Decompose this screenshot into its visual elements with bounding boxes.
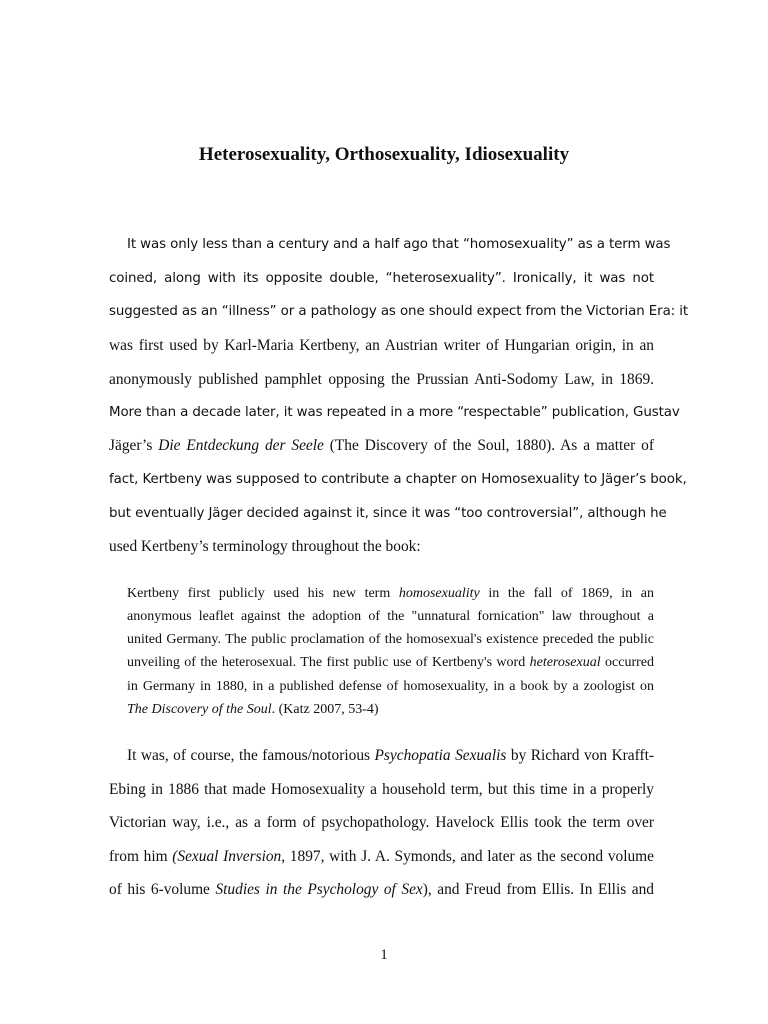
page-number: 1 xyxy=(380,947,388,963)
text-run: from him xyxy=(109,848,173,865)
quote-line: united Germany. The public proclamation of the homosexual's existence preceded the public xyxy=(127,632,654,647)
text-run: occurred xyxy=(600,655,654,670)
text-run: of his 6-volume xyxy=(109,881,216,898)
document-title: Heterosexuality, Orthosexuality, Idiosexuality xyxy=(198,144,570,165)
term-heterosexual: heterosexual xyxy=(529,655,601,670)
text-line: but eventually Jäger decided against it, since it was “too controversial”, although he xyxy=(109,506,667,521)
text-run: by Richard von Krafft- xyxy=(506,747,655,764)
text-line: was first used by Karl-Maria Kertbeny, an Austrian writer of Hungarian origin, in an xyxy=(109,337,654,354)
text-line: fact, Kertbeny was supposed to contribute a chapter on Homosexuality to Jäger’s book, xyxy=(109,472,687,487)
quote-line: anonymous leaflet against the adoption of the "unnatural fornication" law throughout a xyxy=(127,609,654,624)
quote-line xyxy=(127,585,654,603)
text-run: (The Discovery of the Soul, 1880). As a matter of xyxy=(323,437,654,454)
text-line: More than a decade later, it was repeated in a more “respectable” publication, Gustav xyxy=(109,405,680,420)
text-line xyxy=(127,746,654,766)
text-line xyxy=(109,847,654,867)
quote-line: in Germany in 1880, in a published defense of homosexuality, in a book by a zoologist on xyxy=(127,679,654,694)
text-line: used Kertbeny’s terminology throughout the book: xyxy=(109,538,421,555)
quote-line xyxy=(127,654,654,672)
text-run: Jäger’s xyxy=(109,437,159,454)
text-run: It was, of course, the famous/notorious xyxy=(127,747,375,764)
book-title-discovery-of-the-soul: The Discovery of the Soul xyxy=(127,702,272,717)
term-homosexuality: homosexuality xyxy=(398,586,480,601)
book-title-die-entdeckung: Die Entdeckung der Seele xyxy=(158,437,324,454)
text-line: Victorian way, i.e., as a form of psychopathology. Havelock Ellis took the term over xyxy=(109,814,654,831)
book-title-sexual-inversion: (Sexual Inversion xyxy=(172,848,282,865)
book-title-psychopatia-sexualis: Psychopatia Sexualis xyxy=(374,747,507,764)
text-run: in the fall of 1869, in an xyxy=(479,586,654,601)
quote-line xyxy=(127,701,654,719)
text-run: ), and Freud from Ellis. In Ellis and xyxy=(422,881,655,898)
text-run: Kertbeny first publicly used his new term xyxy=(127,586,399,601)
text-line: Ebing in 1886 that made Homosexuality a household term, but this time in a properly xyxy=(109,781,654,798)
text-line: anonymously published pamphlet opposing the Prussian Anti-Sodomy Law, in 1869. xyxy=(109,371,654,388)
text-run: , 1897, with J. A. Symonds, and later as the second volume xyxy=(281,848,654,865)
text-run: . (Katz 2007, 53-4) xyxy=(271,702,379,717)
text-line xyxy=(109,436,654,456)
book-title-studies-psychology-sex: Studies in the Psychology of Sex xyxy=(215,881,423,898)
text-line: It was only less than a century and a half ago that “homosexuality” as a term was xyxy=(127,237,671,252)
text-line xyxy=(109,880,654,900)
text-run: unveiling of the heterosexual. The first public use of Kertbeny's word xyxy=(127,655,530,670)
text-line: coined, along with its opposite double, “heterosexuality”. Ironically, it was not xyxy=(109,271,654,286)
text-line: suggested as an “illness” or a pathology as one should expect from the Victorian Era: it xyxy=(109,304,689,319)
